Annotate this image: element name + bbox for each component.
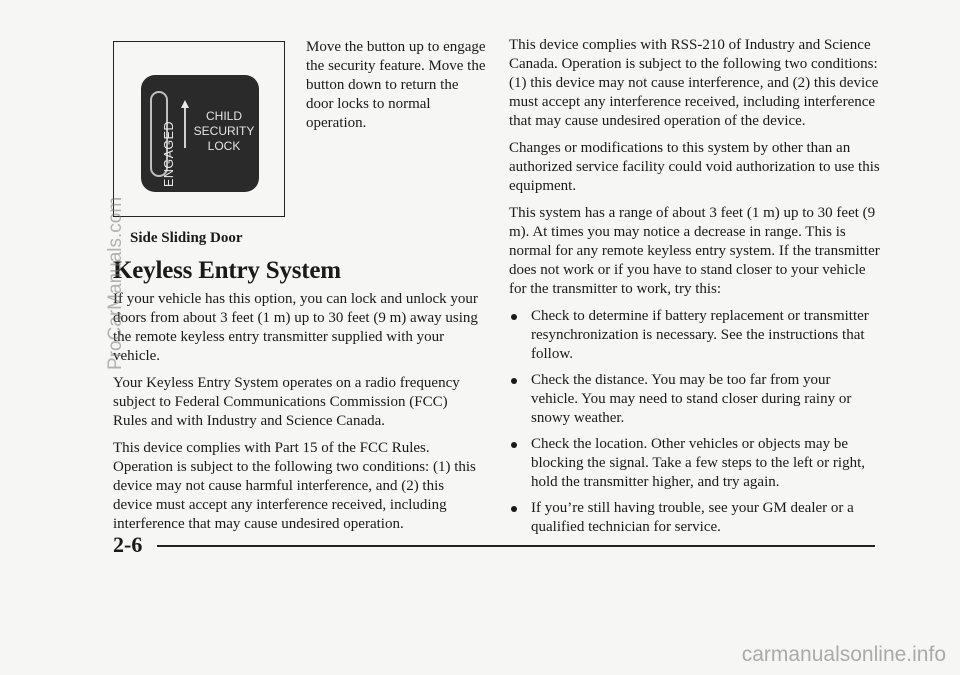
list-item <box>509 499 881 537</box>
section-heading: Keyless Entry System <box>113 257 341 284</box>
paragraph: This system has a range of about 3 feet (1 m) up to 30 feet (9 m). At times you may notice a decrease in range. This is normal for any remote keyless entry system. If the transmitter does not work or if you have to stand closer to your vehicle for the transmitter to work, try this: <box>509 205 880 297</box>
footer-rule <box>157 545 875 547</box>
lock-label-line: SECURITY <box>193 124 255 138</box>
bottom-watermark: carmanualsonline.info <box>741 643 946 666</box>
list-item <box>509 307 881 364</box>
paragraph: This device complies with RSS-210 of Industry and Science Canada. Operation is subject to the following two conditions: (1) this device may not cause interference, and (2) this device must accept any interference received, including interference that may cause undesired operation of the device. <box>509 37 879 129</box>
list-item <box>509 435 881 492</box>
figure-caption: Side Sliding Door <box>130 230 243 246</box>
page-number: 2-6 <box>113 532 143 557</box>
bullet-icon <box>511 506 517 512</box>
troubleshooting-list <box>509 307 881 537</box>
child-security-lock-switch <box>141 75 259 192</box>
engaged-label: ENGAGED <box>162 120 176 187</box>
child-security-lock-label <box>191 109 257 154</box>
up-arrow-icon <box>181 100 189 108</box>
figure-instruction: Move the button up to engage the security feature. Move the button down to return the door locks to normal operation. <box>306 39 486 131</box>
bullet-icon <box>511 378 517 384</box>
bullet-icon <box>511 442 517 448</box>
list-item <box>509 371 881 428</box>
list-item-text: Check the distance. You may be too far from your vehicle. You may need to stand closer during rainy or snowy weather. <box>531 372 852 426</box>
lock-label-line: CHILD <box>205 109 242 123</box>
side-watermark: ProCarManuals.com <box>105 196 126 370</box>
lock-label-line: LOCK <box>207 139 241 153</box>
list-item-text: Check the location. Other vehicles or objects may be blocking the signal. Take a few steps to the left or right, hold the transmitter higher, and try again. <box>531 436 866 490</box>
bullet-icon <box>511 314 517 320</box>
paragraph: Your Keyless Entry System operates on a radio frequency subject to Federal Communications Commission (FCC) Rules and with Industry and Science Canada. <box>113 375 460 429</box>
left-column <box>113 290 483 542</box>
list-item-text: Check to determine if battery replacement or transmitter resynchronization is necessary. See the instructions that follow. <box>531 308 869 362</box>
list-item-text: If you’re still having trouble, see your GM dealer or a qualified technician for service. <box>531 500 854 535</box>
paragraph: If your vehicle has this option, you can lock and unlock your doors from about 3 feet (1 m) up to 30 feet (9 m) away using the remote keyless entry transmitter supplied with your vehicle. <box>113 291 478 364</box>
paragraph: This device complies with Part 15 of the FCC Rules. Operation is subject to the following two conditions: (1) this device may not cause harmful interference, and (2) this device must accept any interference received, including interference that may cause undesired operation. <box>113 440 476 532</box>
paragraph: Changes or modifications to this system by other than an authorized service facility could void authorization to use this equipment. <box>509 140 880 194</box>
right-column <box>509 36 881 544</box>
arrow-stem <box>184 108 186 148</box>
